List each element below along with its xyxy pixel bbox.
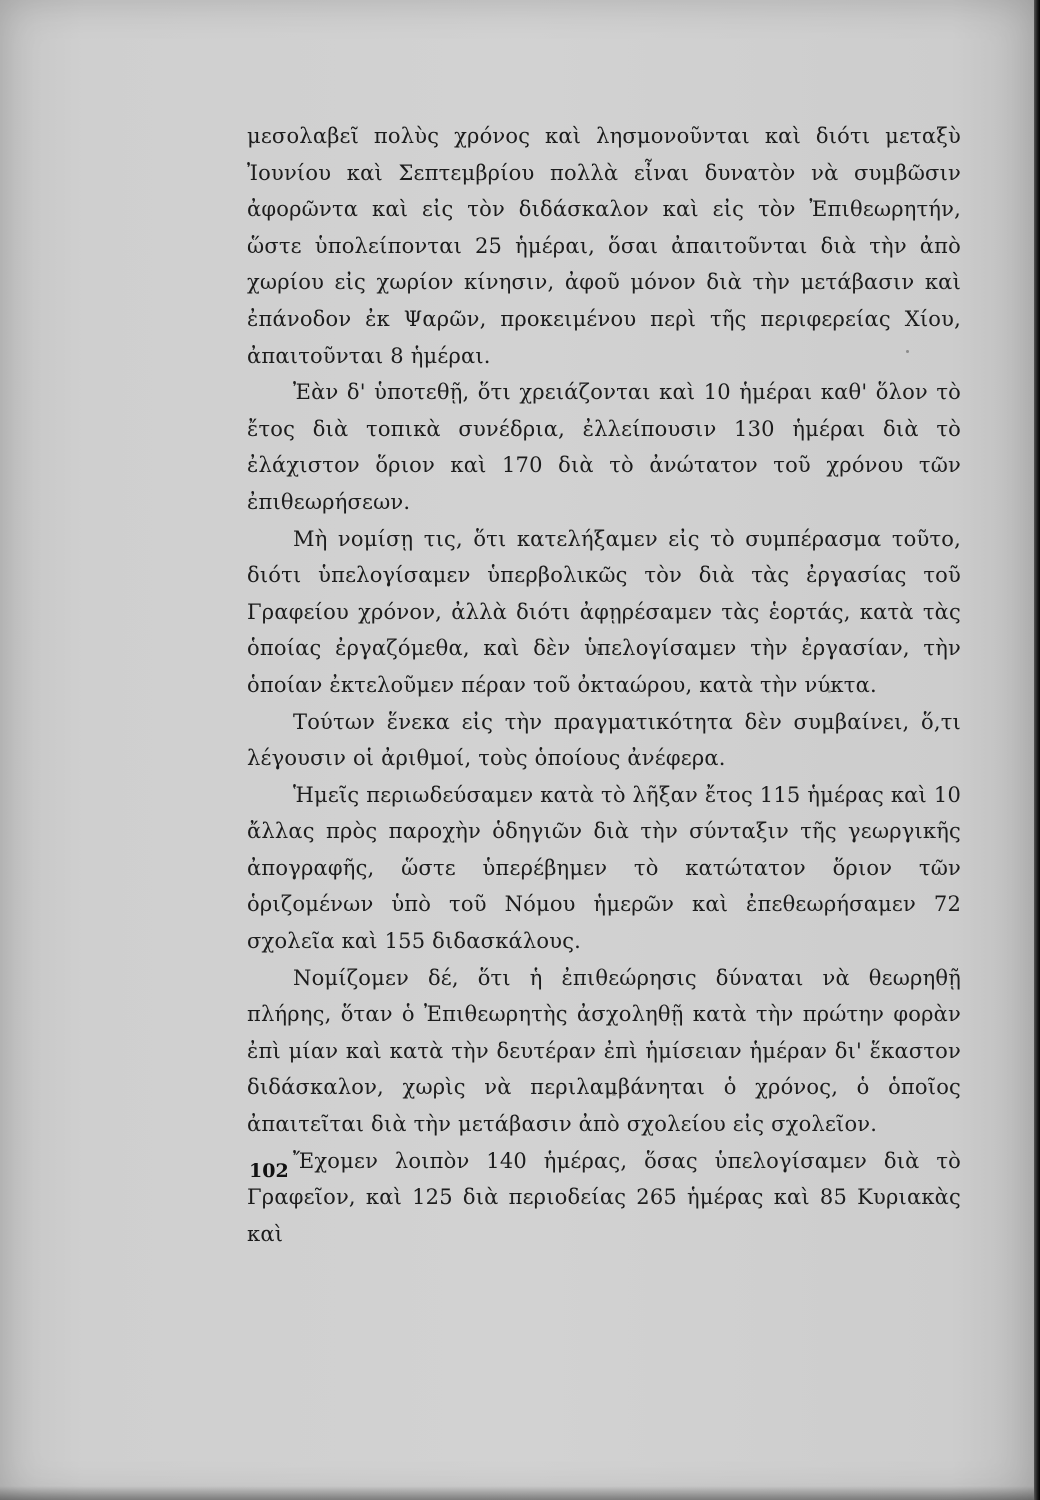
paragraph: μεσολαβεῖ πολὺς χρόνος καὶ λησμονοῦνται καὶ διότι μεταξὺ Ἰουνίου καὶ Σεπτεμβρίου πολλὰ εἶναι δυνατὸν νὰ συμβῶσιν ἀφορῶντα καὶ εἰς τὸν διδάσκαλον καὶ εἰς τὸν Ἐπιθεωρητήν, ὥστε ὑπολείπονται 25 ἡμέραι, ὅσαι ἀπαιτοῦνται διὰ τὴν ἀπὸ χωρίου εἰς χωρίον κίνησιν, ἀφοῦ μόνον διὰ τὴν μετάβασιν καὶ ἐπάνοδον ἐκ Ψαρῶν, προκειμένου περὶ τῆς περιφερείας Χίου, ἀπαιτοῦνται 8 ἡμέραι.: [247, 124, 961, 368]
paragraph: Μὴ νομίσῃ τις, ὅτι κατελήξαμεν εἰς τὸ συμπέρασμα τοῦτο, διότι ὑπελογίσαμεν ὑπερβολικῶς τὸν διὰ τὰς ἐργασίας τοῦ Γραφείου χρόνον, ἀλλὰ διότι ἀφῃρέσαμεν τὰς ἑορτάς, κατὰ τὰς ὁποίας ἐργαζόμεθα, καὶ δὲν ὑπελογίσαμεν τὴν ἐργασίαν, τὴν ὁποίαν ἐκτελοῦμεν πέραν τοῦ ὀκταώρου, κατὰ τὴν νύκτα.: [247, 526, 961, 697]
paragraph: Τούτων ἕνεκα εἰς τὴν πραγματικότητα δὲν συμβαίνει, ὅ,τι λέγουσιν οἱ ἀριθμοί, τοὺς ὁποίους ἀνέφερα.: [247, 709, 961, 771]
page-number: 102: [249, 1160, 289, 1182]
paragraph: Ἔχομεν λοιπὸν 140 ἡμέρας, ὅσας ὑπελογίσαμεν διὰ τὸ Γραφεῖον, καὶ 125 διὰ περιοδείας 265 ἡμέρας καὶ 85 Κυριακὰς καὶ: [247, 1148, 961, 1246]
paragraph: Ἡμεῖς περιωδεύσαμεν κατὰ τὸ λῆξαν ἔτος 115 ἡμέρας καὶ 10 ἄλλας πρὸς παροχὴν ὁδηγιῶν διὰ τὴν σύνταξιν τῆς γεωργικῆς ἀπογραφῆς, ὥστε ὑπερέβημεν τὸ κατώτατον ὅριον τῶν ὁριζομένων ὑπὸ τοῦ Νόμου ἡμερῶν καὶ ἐπεθεωρήσαμεν 72 σχολεῖα καὶ 155 διδασκάλους.: [247, 782, 961, 954]
page-bottom-shadow: [0, 1486, 1034, 1500]
paragraph: Νομίζομεν δέ, ὅτι ἡ ἐπιθεώρησις δύναται νὰ θεωρηθῇ πλήρης, ὅταν ὁ Ἐπιθεωρητὴς ἀσχοληθῇ κατὰ τὴν πρώτην φορὰν ἐπὶ μίαν καὶ κατὰ τὴν δευτέραν ἐπὶ ἡμίσειαν ἡμέραν δι' ἕκαστον διδάσκαλον, χωρὶς νὰ περιλαμβάνηται ὁ χρόνος, ὁ ὁποῖος ἀπαιτεῖται διὰ τὴν μετάβασιν ἀπὸ σχολείου εἰς σχολεῖον.: [247, 965, 961, 1137]
page-right-edge: [1034, 0, 1040, 1500]
paragraph: Ἐὰν δ' ὑποτεθῇ, ὅτι χρειάζονται καὶ 10 ἡμέραι καθ' ὅλον τὸ ἔτος διὰ τοπικὰ συνέδρια, ἐλλείπουσιν 130 ἡμέραι διὰ τὸ ἐλάχιστον ὅριον καὶ 170 διὰ τὸ ἀνώτατον τοῦ χρόνου τῶν ἐπιθεωρήσεων.: [247, 380, 961, 514]
body-text: [247, 118, 961, 1252]
